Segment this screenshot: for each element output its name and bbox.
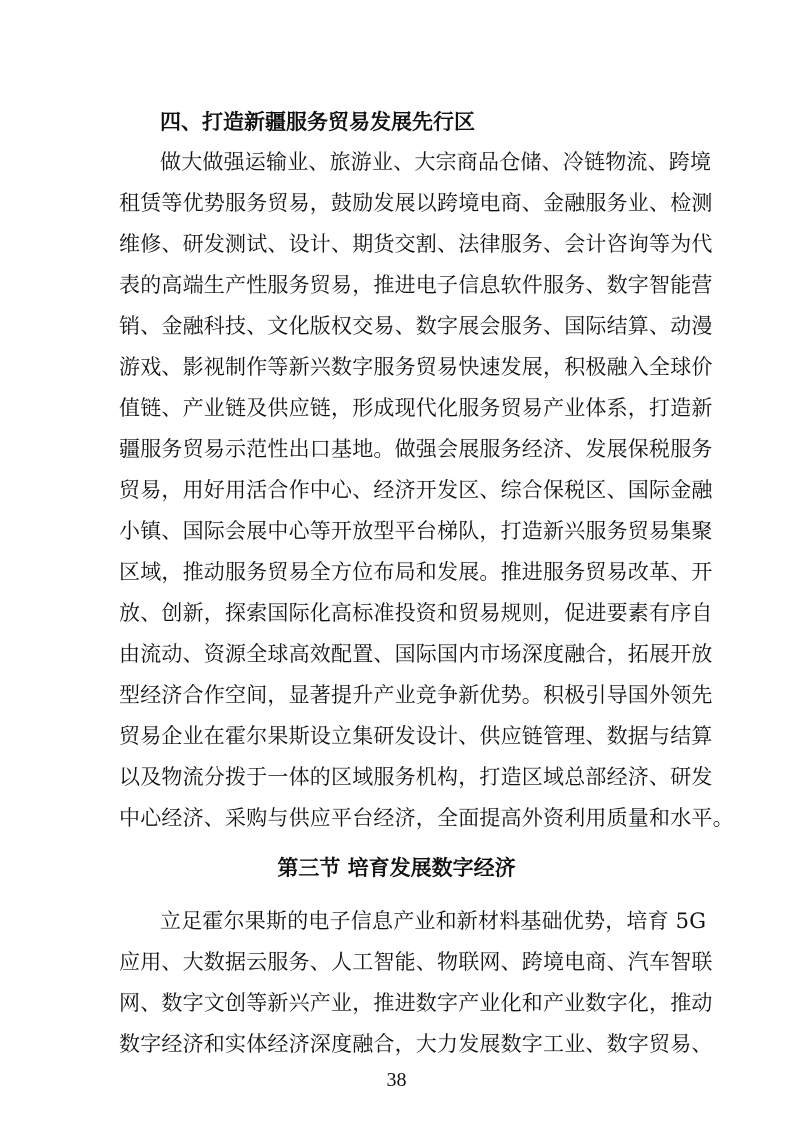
section-title: 第三节 培育发展数字经济 [277,856,516,880]
paragraph-line: 以及物流分拨于一体的区域服务机构，打造区域总部经济、研发 [119,765,713,789]
paragraph-line: 游戏、影视制作等新兴数字服务贸易快速发展，积极融入全球价 [119,355,713,379]
section-heading: 四、打造新疆服务贸易发展先行区 [160,110,475,134]
paragraph-line: 区域，推动服务贸易全方位布局和发展。推进服务贸易改革、开 [119,560,713,584]
paragraph-line: 型经济合作空间，显著提升产业竞争新优势。积极引导国外领先 [119,683,713,707]
page-number: 38 [386,1069,407,1091]
paragraph-line: 小镇、国际会展中心等开放型平台梯队，打造新兴服务贸易集聚 [119,519,713,543]
paragraph-line: 应用、大数据云服务、人工智能、物联网、跨境电商、汽车智联 [119,950,713,974]
paragraph-line: 销、金融科技、文化版权交易、数字展会服务、国际结算、动漫 [119,314,713,338]
paragraph-line: 立足霍尔果斯的电子信息产业和新材料基础优势，培育 5G [160,909,707,933]
paragraph-line: 疆服务贸易示范性出口基地。做强会展服务经济、发展保税服务 [119,437,713,461]
paragraph-line: 放、创新，探索国际化高标准投资和贸易规则，促进要素有序自 [119,601,713,625]
paragraph-line: 中心经济、采购与供应平台经济，全面提高外资利用质量和水平。 [119,806,734,830]
paragraph-line: 贸易，用好用活合作中心、经济开发区、综合保税区、国际金融 [119,478,713,502]
paragraph-line: 做大做强运输业、旅游业、大宗商品仓储、冷链物流、跨境 [160,150,712,174]
paragraph-line: 由流动、资源全球高效配置、国际国内市场深度融合，拓展开放 [119,642,713,666]
paragraph-line: 表的高端生产性服务贸易，推进电子信息软件服务、数字智能营 [119,273,713,297]
paragraph-line: 网、数字文创等新兴产业，推进数字产业化和产业数字化，推动 [119,991,713,1015]
paragraph-line: 维修、研发测试、设计、期货交割、法律服务、会计咨询等为代 [119,232,713,256]
paragraph-line: 贸易企业在霍尔果斯设立集研发设计、供应链管理、数据与结算 [119,724,713,748]
paragraph-line: 数字经济和实体经济深度融合，大力发展数字工业、数字贸易、 [119,1032,713,1056]
paragraph-line: 租赁等优势服务贸易，鼓励发展以跨境电商、金融服务业、检测 [119,191,713,215]
paragraph-line: 值链、产业链及供应链，形成现代化服务贸易产业体系，打造新 [119,396,713,420]
